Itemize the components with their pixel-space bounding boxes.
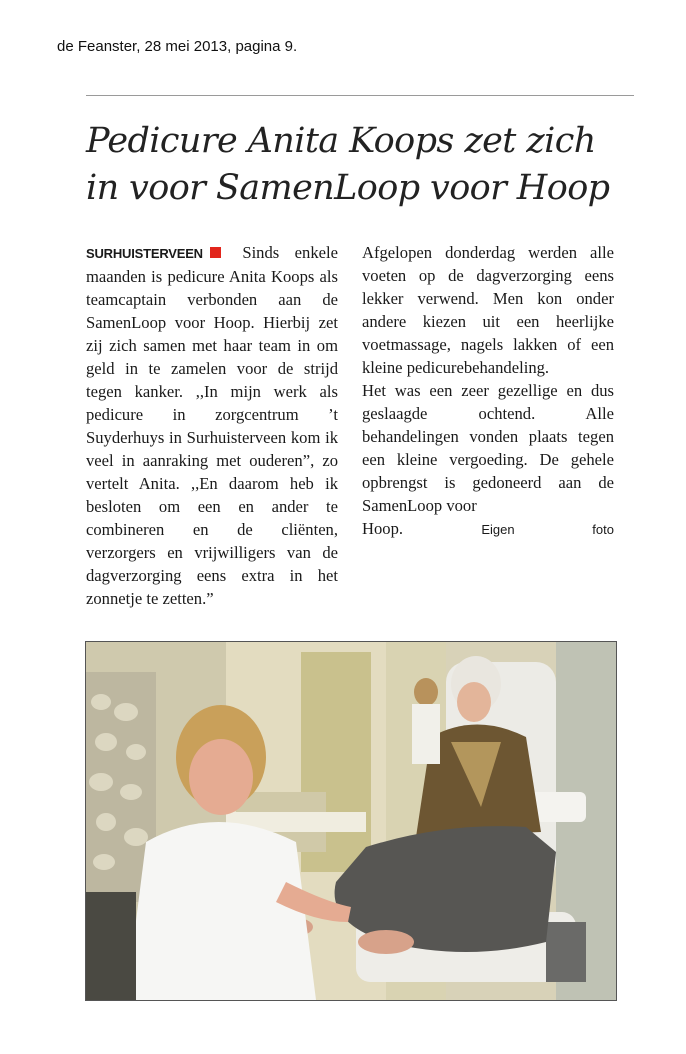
col2-paragraph-end: Hoop. <box>362 519 404 538</box>
photo-credit: Eigen foto <box>481 522 614 537</box>
headline-line-2: in voor SamenLoop voor Hoop <box>86 168 610 208</box>
col2-paragraph-2: Het was een zeer gezellige en dus geslaagde ochtend. Alle behandelingen vonden plaats tegen een kleine vergoeding. De gehele opbrengst is gedoneerd aan de SamenLoop voor <box>362 381 614 515</box>
photo-illustration <box>86 642 616 1000</box>
col2-paragraph-1: Afgelopen donderdag werden alle voeten op de dagverzorging eens lekker verwend. Men kon onder andere kiezen uit een heerlijke voetmassage, nagels lakken of een kleine pedicurebehandeling. <box>362 243 614 377</box>
article-photo <box>85 641 617 1001</box>
red-square-icon <box>210 247 221 258</box>
source-line: de Feanster, 28 mei 2013, pagina 9. <box>57 38 298 55</box>
col1-paragraph <box>86 241 338 610</box>
headline-line-1: Pedicure Anita Koops zet zich <box>86 121 596 161</box>
article-column-1 <box>86 241 338 610</box>
header-rule <box>86 95 634 96</box>
col2-last-line <box>362 517 614 541</box>
col1-body: Sinds enkele maanden is pedicure Anita Koops als teamcaptain verbonden aan de SamenLoop voor Hoop. Hierbij zet zij zich samen met haar team in om geld in te zamelen voor de strijd tegen kanker. ,,In mijn werk als pedicure in zorgcentrum ’t Suyderhuys in Surhuisterveen kom ik veel in aanraking met ouderen”, zo vertelt Anita. ,,En daarom heb ik besloten om een en ander te combineren en de cliënten, verzorgers en vrijwilligers van de dagverzorging eens extra in het zonnetje te zetten.” <box>86 243 338 608</box>
article-headline <box>86 118 646 212</box>
dateline: SURHUISTERVEEN <box>86 246 203 261</box>
article-column-2 <box>362 241 614 541</box>
